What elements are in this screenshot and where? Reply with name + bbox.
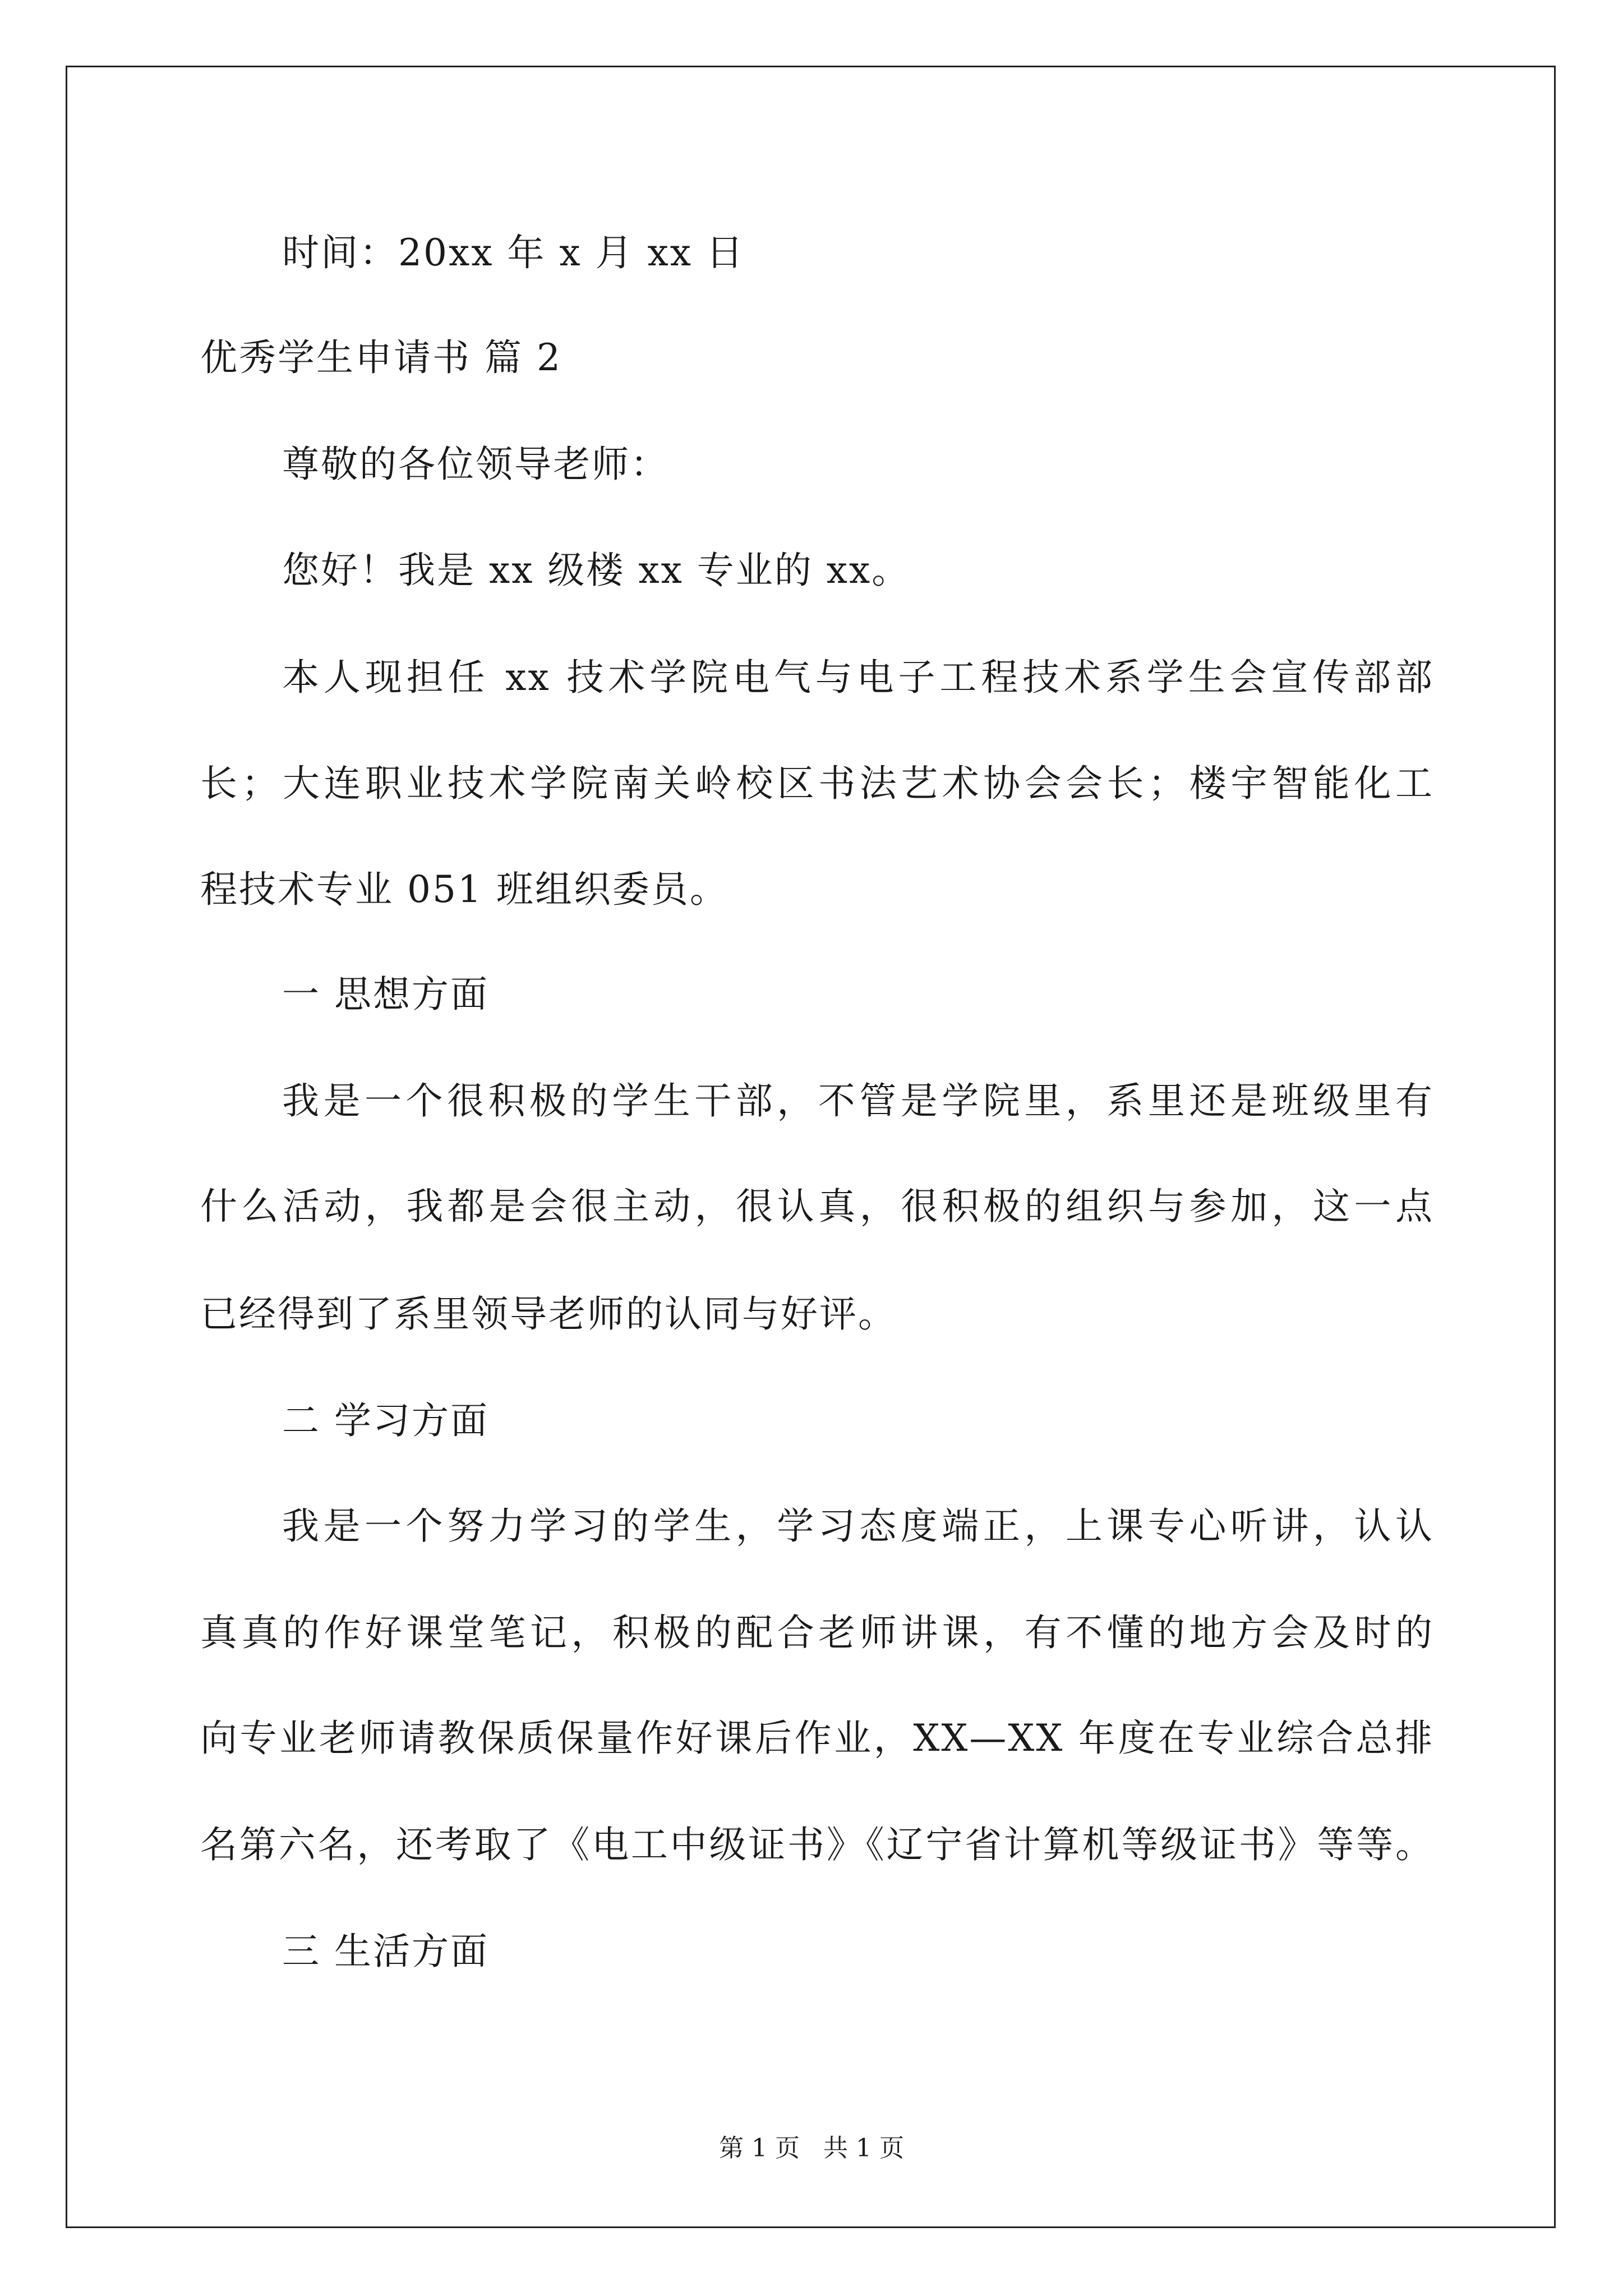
- greeting-paragraph: 您好！我是 xx 级楼 xx 专业的 xx。: [282, 549, 911, 592]
- section-heading: 优秀学生申请书 篇 2: [200, 336, 562, 379]
- paragraph-line: 长；大连职业技术学院南关岭校区书法艺术协会会长；楼宇智能化工: [200, 762, 1434, 805]
- salutation: 尊敬的各位领导老师：: [282, 443, 669, 486]
- paragraph-line: 我是一个很积极的学生干部，不管是学院里，系里还是班级里有: [282, 1079, 1434, 1122]
- subheading-thought: 一 思想方面: [282, 973, 489, 1016]
- paragraph-line: 我是一个努力学习的学生，学习态度端正，上课专心听讲，认认: [282, 1504, 1434, 1548]
- date-line: 时间：20xx 年 x 月 xx 日: [282, 231, 745, 274]
- paragraph-line: 本人现担任 xx 技术学院电气与电子工程技术系学生会宣传部部: [282, 656, 1434, 699]
- paragraph-line: 已经得到了系里领导老师的认同与好评。: [200, 1292, 897, 1336]
- paragraph-line: 什么活动，我都是会很主动，很认真，很积极的组织与参加，这一点: [200, 1185, 1434, 1228]
- subheading-life: 三 生活方面: [282, 1930, 489, 1973]
- paragraph-line: 程技术专业 051 班组织委员。: [200, 868, 728, 911]
- subheading-study: 二 学习方面: [282, 1399, 489, 1442]
- page-border: [66, 66, 1556, 2228]
- paragraph-line: 名第六名，还考取了《电工中级证书》《辽宁省计算机等级证书》等等。: [200, 1823, 1434, 1866]
- paragraph-line: 真真的作好课堂笔记，积极的配合老师讲课，有不懂的地方会及时的: [200, 1611, 1434, 1654]
- paragraph-line: 向专业老师请教保质保量作好课后作业，XX—XX 年度在专业综合总排: [200, 1717, 1434, 1760]
- page-footer: 第 1 页 共 1 页: [719, 2134, 904, 2162]
